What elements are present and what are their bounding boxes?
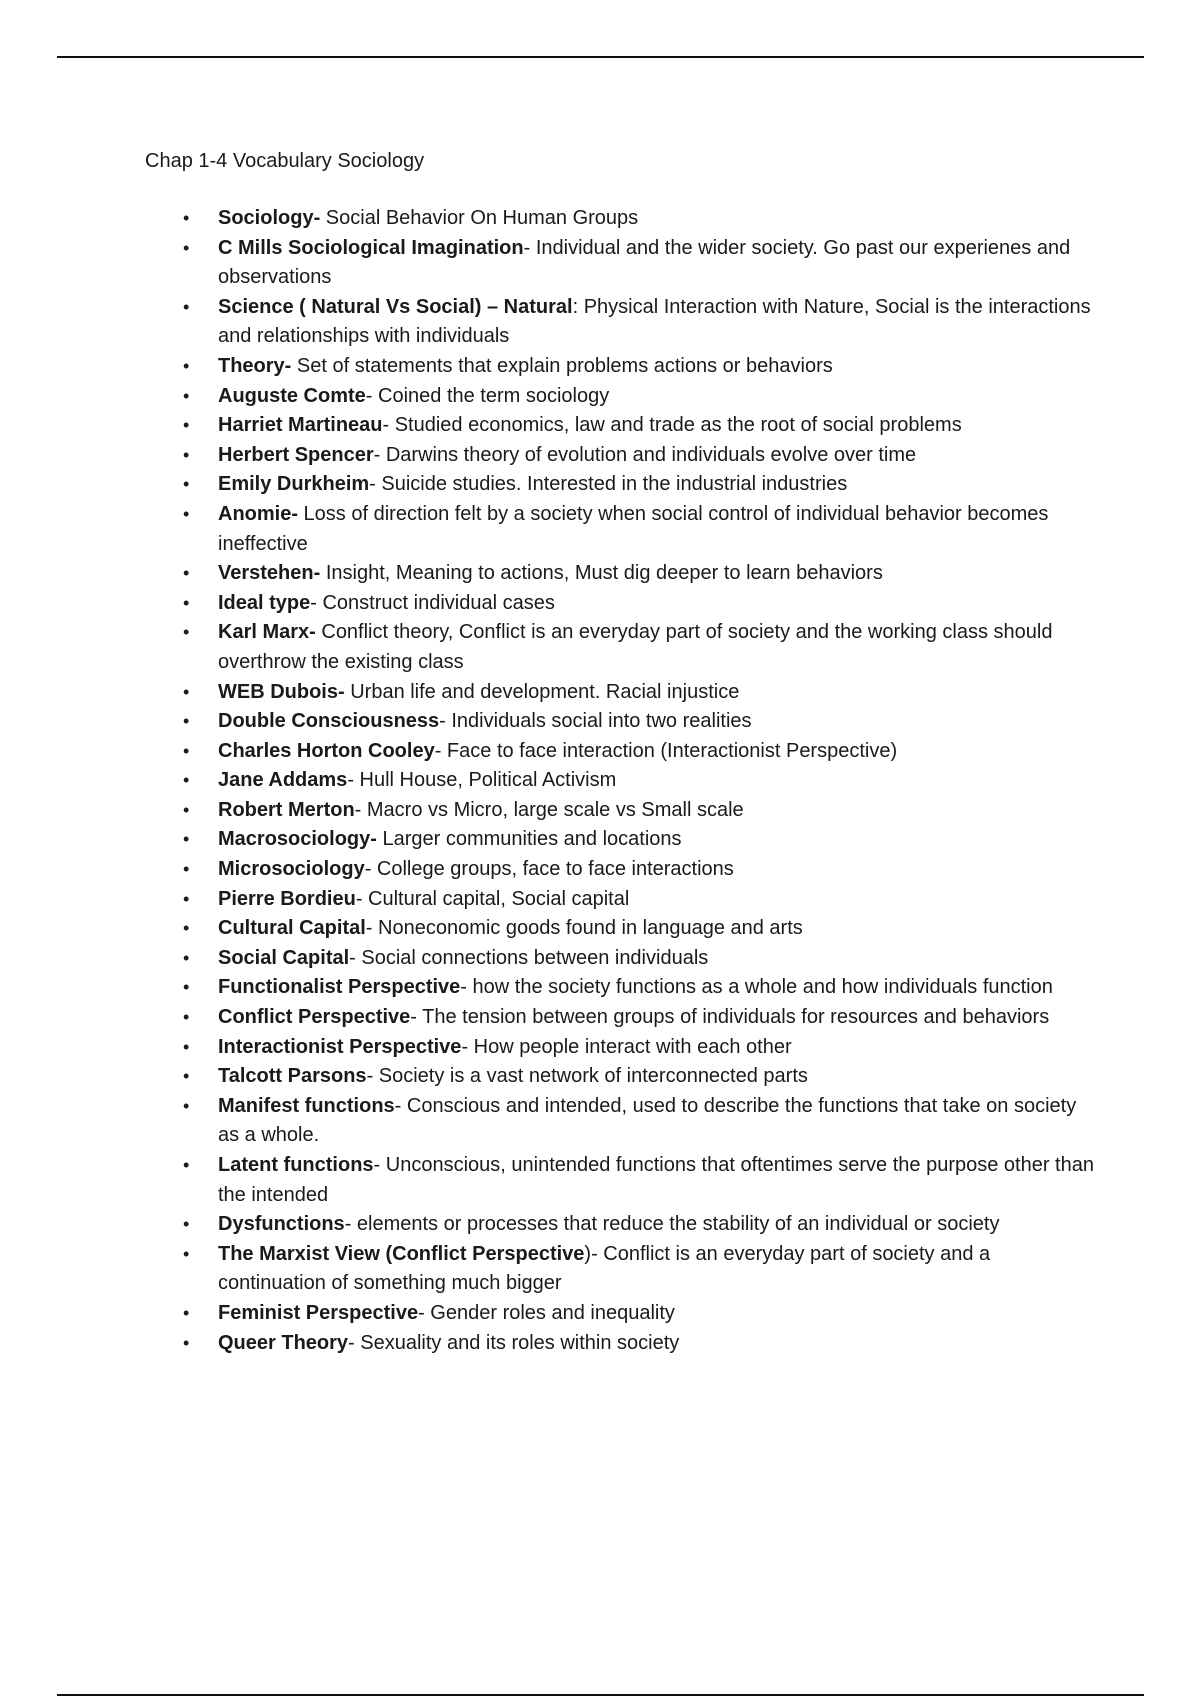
list-item xyxy=(145,707,1095,737)
vocab-definition: Set of statements that explain problems actions or behaviors xyxy=(291,354,833,377)
vocab-term: Jane Addams xyxy=(218,769,348,792)
list-item xyxy=(145,234,1095,293)
list-item xyxy=(145,766,1095,796)
bullet-icon: • xyxy=(183,947,190,968)
list-item xyxy=(145,411,1095,441)
list-item xyxy=(145,470,1095,500)
list-item xyxy=(145,1210,1095,1240)
vocab-term: Conflict Perspective xyxy=(218,1006,411,1029)
list-item xyxy=(145,796,1095,826)
bullet-icon: • xyxy=(183,622,190,643)
document-title: Chap 1-4 Vocabulary Sociology xyxy=(145,150,425,172)
vocab-definition: - Individual and the wider society. Go past our experienes and observations xyxy=(218,236,1071,289)
bullet-icon: • xyxy=(183,711,190,732)
vocab-term: Double Consciousness xyxy=(218,710,440,733)
list-item xyxy=(145,678,1095,708)
vocab-definition: )- Conflict is an everyday part of society and a continuation of something much bigger xyxy=(218,1242,991,1295)
list-item xyxy=(145,1033,1095,1063)
vocab-definition: - Suicide studies. Interested in the industrial industries xyxy=(369,473,848,496)
vocab-definition: - Individuals social into two realities xyxy=(439,710,752,733)
bullet-icon: • xyxy=(183,503,190,524)
vocab-term: Sociology- xyxy=(218,207,321,229)
vocab-term: Anomie- xyxy=(218,502,298,525)
list-item xyxy=(145,352,1095,382)
vocab-term: Pierre Bordieu xyxy=(218,887,356,910)
vocab-term: Robert Merton xyxy=(218,798,355,821)
bullet-icon: • xyxy=(183,1036,190,1057)
bullet-icon: • xyxy=(183,1332,190,1353)
vocab-term: WEB Dubois- xyxy=(218,680,345,703)
vocab-definition: Urban life and development. Racial injustice xyxy=(344,680,740,703)
vocab-term: Verstehen- xyxy=(218,562,321,585)
list-item xyxy=(145,559,1095,589)
vocab-term: C Mills Sociological Imagination xyxy=(218,236,524,259)
list-item xyxy=(145,382,1095,412)
list-item xyxy=(145,914,1095,944)
vocab-definition: Social Behavior On Human Groups xyxy=(320,207,639,229)
list-item xyxy=(145,204,1095,234)
list-item xyxy=(145,1062,1095,1092)
bullet-icon: • xyxy=(183,592,190,613)
vocab-definition: - Hull House, Political Activism xyxy=(347,769,617,792)
vocab-term: Science ( Natural Vs Social) – Natural xyxy=(218,295,573,318)
list-item xyxy=(145,1240,1095,1299)
list-item xyxy=(145,737,1095,767)
vocab-definition: - College groups, face to face interactions xyxy=(364,858,734,881)
bullet-icon: • xyxy=(183,977,190,998)
vocab-definition: - Coined the term sociology xyxy=(365,384,610,407)
list-item xyxy=(145,293,1095,352)
bullet-icon: • xyxy=(183,208,190,228)
bullet-icon: • xyxy=(183,385,190,406)
vocab-term: Auguste Comte xyxy=(218,384,366,407)
bullet-icon: • xyxy=(183,1066,190,1087)
vocab-definition: - Face to face interaction (Interactionist Perspective) xyxy=(434,739,898,762)
vocab-term: Charles Horton Cooley xyxy=(218,739,435,762)
vocab-term: Latent functions xyxy=(218,1154,374,1176)
vocab-definition: : Physical Interaction with Nature, Social is the interactions and relationships with individuals xyxy=(218,295,1091,348)
vocab-term: Microsociology xyxy=(218,858,365,881)
bullet-icon: • xyxy=(183,770,190,791)
bullet-icon: • xyxy=(183,799,190,820)
list-item xyxy=(145,885,1095,915)
list-item xyxy=(145,589,1095,619)
footer-rule xyxy=(57,1694,1144,1696)
vocabulary-list xyxy=(145,204,1095,1358)
bullet-icon: • xyxy=(183,918,190,939)
vocab-term: Manifest functions xyxy=(218,1094,395,1117)
list-item xyxy=(145,441,1095,471)
bullet-icon: • xyxy=(183,237,190,258)
vocab-definition: - Gender roles and inequality xyxy=(418,1301,675,1324)
vocab-definition: - Macro vs Micro, large scale vs Small scale xyxy=(354,798,744,821)
vocab-term: Cultural Capital xyxy=(218,917,366,940)
vocab-term: Social Capital xyxy=(218,946,350,969)
vocab-definition: - Darwins theory of evolution and individuals evolve over time xyxy=(373,443,917,466)
vocab-term: Dysfunctions xyxy=(218,1213,345,1236)
vocab-term: Interactionist Perspective xyxy=(218,1035,462,1058)
bullet-icon: • xyxy=(183,563,190,584)
bullet-icon: • xyxy=(183,681,190,702)
vocab-term: Ideal type xyxy=(218,591,311,614)
list-item xyxy=(145,944,1095,974)
list-item xyxy=(145,500,1095,559)
vocab-definition: - Cultural capital, Social capital xyxy=(355,887,630,910)
bullet-icon: • xyxy=(183,444,190,465)
vocab-term: Macrosociology- xyxy=(218,828,377,851)
bullet-icon: • xyxy=(183,740,190,761)
bullet-icon: • xyxy=(183,888,190,909)
list-item xyxy=(145,1299,1095,1329)
vocab-definition: - how the society functions as a whole and how individuals function xyxy=(460,976,1053,999)
bullet-icon: • xyxy=(183,1007,190,1028)
list-item xyxy=(145,855,1095,885)
vocab-term: Talcott Parsons xyxy=(218,1065,367,1088)
bullet-icon: • xyxy=(183,1243,190,1264)
vocab-definition: Conflict theory, Conflict is an everyday part of society and the working class should overthrow the existing class xyxy=(218,621,1053,673)
bullet-icon: • xyxy=(183,296,190,317)
bullet-icon: • xyxy=(183,1155,190,1175)
list-item xyxy=(145,1092,1095,1151)
vocab-definition: - Construct individual cases xyxy=(310,591,555,614)
vocab-definition: Loss of direction felt by a society when social control of individual behavior becomes ineffective xyxy=(218,502,1049,555)
list-item xyxy=(145,1003,1095,1033)
vocab-definition: - Social connections between individuals xyxy=(349,946,709,969)
vocab-definition: - elements or processes that reduce the stability of an individual or society xyxy=(344,1213,1000,1236)
list-item xyxy=(145,618,1095,677)
bullet-icon: • xyxy=(183,859,190,880)
vocab-term: Feminist Perspective xyxy=(218,1301,419,1324)
bullet-icon: • xyxy=(183,474,190,495)
vocab-definition: - Noneconomic goods found in language and arts xyxy=(365,917,803,940)
vocab-definition: - Studied economics, law and trade as the root of social problems xyxy=(382,414,962,437)
list-item xyxy=(145,1151,1095,1210)
list-item xyxy=(145,1329,1095,1359)
vocab-term: Harriet Martineau xyxy=(218,414,383,437)
bullet-icon: • xyxy=(183,1302,190,1323)
bullet-icon: • xyxy=(183,1214,190,1235)
header-rule xyxy=(57,56,1144,58)
vocab-definition: - Society is a vast network of interconnected parts xyxy=(366,1065,808,1088)
vocab-term: Emily Durkheim xyxy=(218,473,370,496)
bullet-icon: • xyxy=(183,355,190,376)
vocab-definition: Larger communities and locations xyxy=(376,828,682,851)
list-item xyxy=(145,825,1095,855)
vocab-term: Theory- xyxy=(218,354,292,377)
bullet-icon: • xyxy=(183,829,190,850)
vocab-definition: - The tension between groups of individuals for resources and behaviors xyxy=(410,1006,1050,1029)
vocab-term: Karl Marx- xyxy=(218,621,316,644)
vocab-definition: - Sexuality and its roles within society xyxy=(348,1331,680,1354)
vocab-definition: - Conscious and intended, used to describe the functions that take on society as a whole. xyxy=(218,1094,1077,1147)
vocab-definition: - Unconscious, unintended functions that oftentimes serve the purpose other than the intended xyxy=(218,1154,1094,1206)
list-item xyxy=(145,973,1095,1003)
vocab-definition: Insight, Meaning to actions, Must dig deeper to learn behaviors xyxy=(320,562,883,585)
bullet-icon: • xyxy=(183,1095,190,1116)
vocab-term: The Marxist View (Conflict Perspective xyxy=(218,1242,585,1265)
vocab-term: Queer Theory xyxy=(218,1331,349,1354)
vocab-definition: - How people interact with each other xyxy=(461,1035,792,1058)
vocab-term: Herbert Spencer xyxy=(218,443,374,466)
vocab-term: Functionalist Perspective xyxy=(218,976,461,999)
bullet-icon: • xyxy=(183,415,190,436)
